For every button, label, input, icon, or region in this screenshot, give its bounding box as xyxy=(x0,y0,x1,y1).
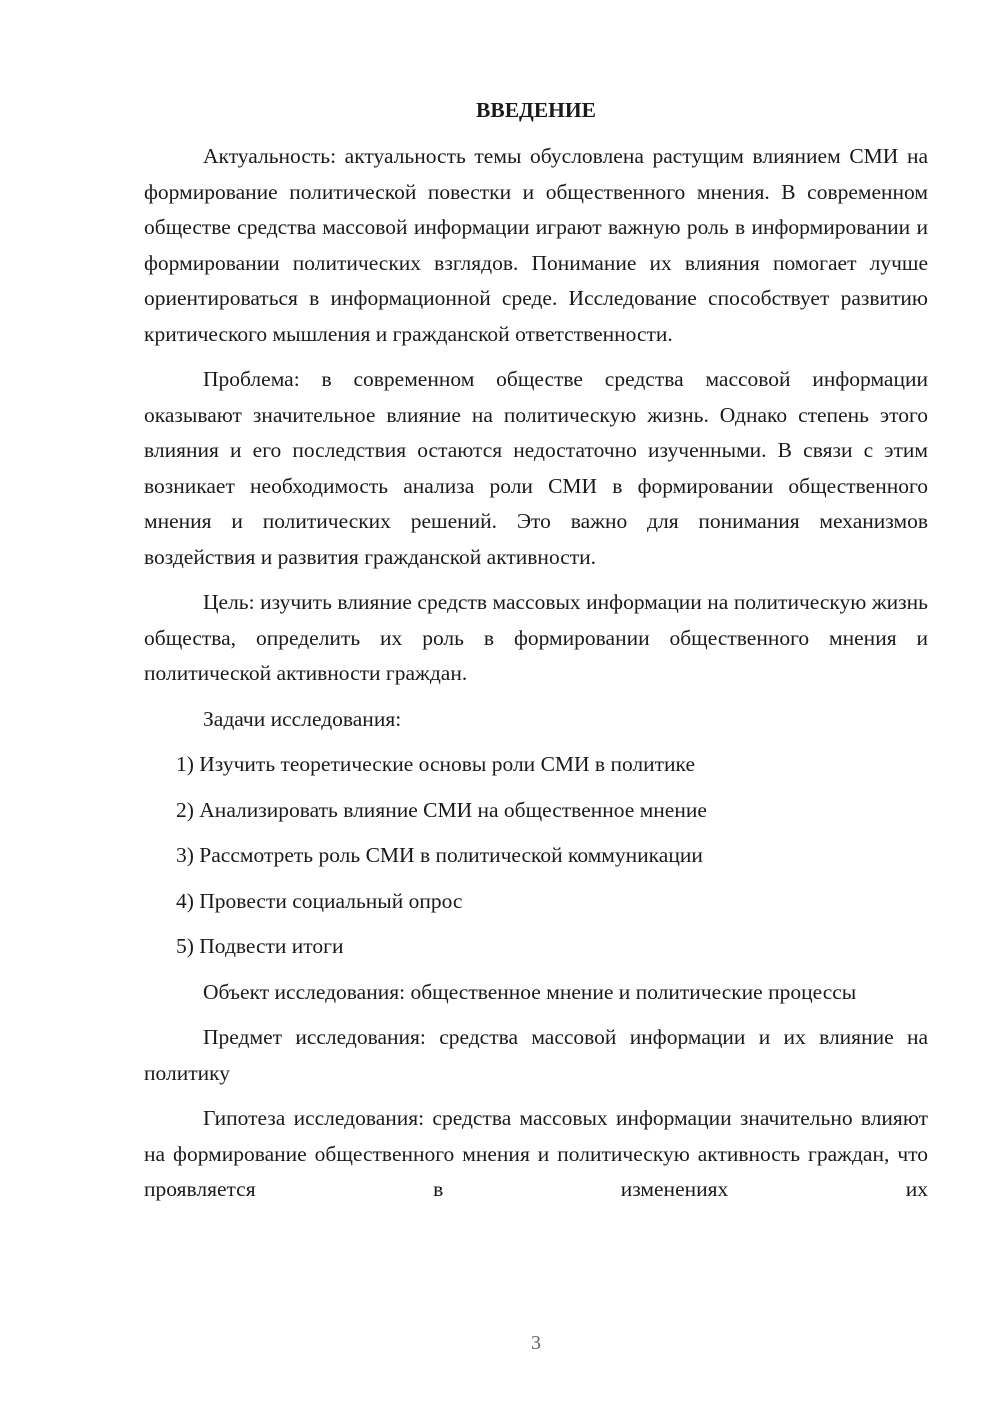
paragraph-goal: Цель: изучить влияние средств массовых информации на политическую жизнь общества, определить их роль в формировании общественного мнения и политической активности граждан. xyxy=(144,590,928,685)
list-item: 2) Анализировать влияние СМИ на общественное мнение xyxy=(176,797,707,822)
paragraph-relevance: Актуальность: актуальность темы обусловлена растущим влиянием СМИ на формирование политической повестки и общественного мнения. В современном обществе средства массовой информации играют важную роль в информировании и формировании политических взглядов. Понимание их влияния помогает лучше ориентироваться в информационной среде. Исследование способствует развитию критического мышления и гражданской ответственности. xyxy=(144,144,928,346)
list-item: 4) Провести социальный опрос xyxy=(176,888,463,913)
tasks-list xyxy=(144,747,928,965)
list-item: 3) Рассмотреть роль СМИ в политической коммуникации xyxy=(176,843,703,867)
document-body xyxy=(144,91,928,1208)
list-item: 1) Изучить теоретические основы роли СМИ в политике xyxy=(176,752,696,776)
paragraph-tasks-heading: Задачи исследования: xyxy=(203,706,402,731)
paragraph-subject: Предмет исследования: средства массовой информации и их влияние на политику xyxy=(144,1025,928,1085)
paragraph-object: Объект исследования: общественное мнение и политические процессы xyxy=(203,979,857,1004)
paragraph-hypothesis: Гипотеза исследования: средства массовых информации значительно влияют на формирование общественного мнения и политическую активность граждан, что проявляется в изменениях их xyxy=(144,1106,928,1201)
paragraph-problem: Проблема: в современном обществе средства массовой информации оказывают значительное влияние на политическую жизнь. Однако степень этого влияния и его последствия остаются недостаточно изученными. В связи с этим возникает необходимость анализа роли СМИ в формировании общественного мнения и политических решений. Это важно для понимания механизмов воздействия и развития гражданской активности. xyxy=(144,367,928,569)
page-number: 3 xyxy=(531,1332,541,1354)
list-item: 5) Подвести итоги xyxy=(176,934,344,958)
section-title: ВВЕДЕНИЕ xyxy=(476,98,596,122)
